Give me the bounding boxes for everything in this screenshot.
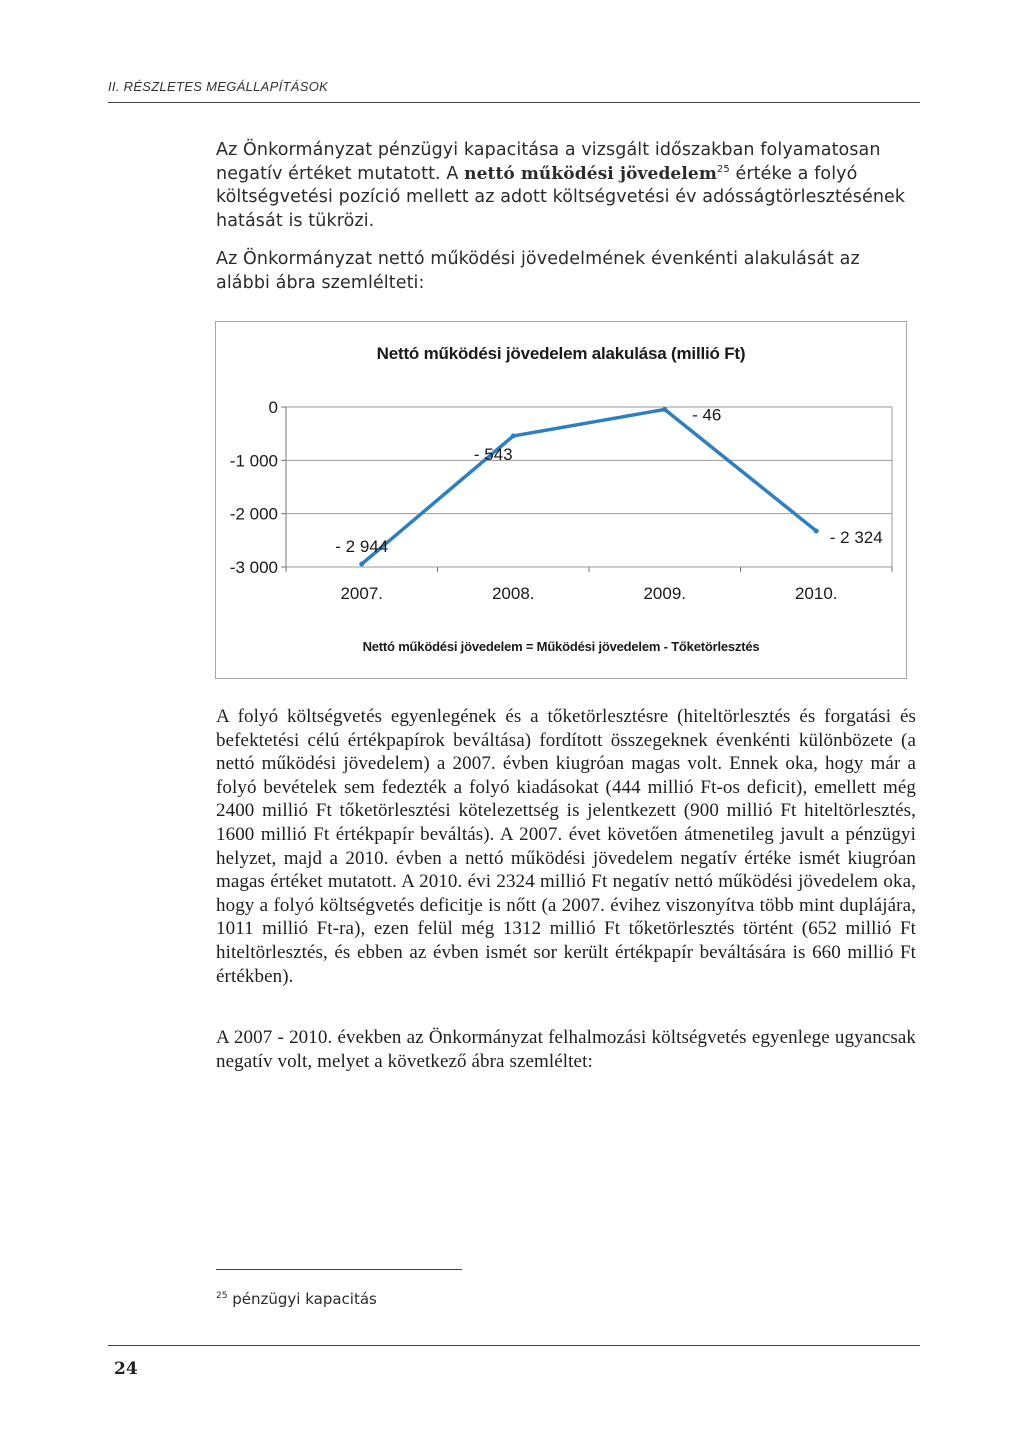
y-tick-label: -3 000 xyxy=(229,558,278,577)
paragraph-capital-budget: A 2007 - 2010. években az Önkormányzat felhalmozási költségvetés egyenlege ugyancsak negatív volt, melyet a következő ábra szemléltet: xyxy=(216,1027,916,1072)
x-tick-label: 2007. xyxy=(340,584,384,603)
x-tick-label: 2009. xyxy=(643,584,687,603)
chart-caption: Nettó működési jövedelem = Működési jövedelem - Tőketörlesztés xyxy=(362,639,760,654)
data-point xyxy=(662,407,667,412)
p1-text-a: Az Önkormányzat pénzügyi kapacitása a vizsgált időszakban folyamatosan negatív értéket mutatott. A xyxy=(216,140,881,184)
chart-title: Nettó működési jövedelem alakulása (millió Ft) xyxy=(376,344,746,363)
paragraph-analysis: A folyó költségvetés egyenlegének és a tőketörlesztésre (hiteltörlesztés és forgatási és befektetési célú értékpapírok beváltása) fordított összegeknek évenkénti különbözete (a nettó működési jövedelem) a 2007. évben kiugróan magas volt. Ennek oka, hogy már a folyó bevételek sem fedezték a folyó kiadásokat (444 millió Ft-os deficit), emellett még 2400 millió Ft tőketörlesztési kötelezettség is jelentkezett (900 millió Ft hiteltörlesztés, 1600 millió Ft értékpapír beváltás). A 2007. évet követően átmenetileg javult a pénzügyi helyzet, majd a 2010. évben a nettó működési jövedelem negatív értéke ismét kiugróan magas értéket mutatott. A 2010. évi 2324 millió Ft negatív nettó működési jövedelem oka, hogy a folyó költségvetés deficitje is nőtt (a 2007. évihez viszonyítva több mint duplájára, 1011 millió Ft-ra), ezen felül még 1312 millió Ft tőketörlesztés történt (652 millió Ft hiteltörlesztés, és ebben az évben ismét sor került értékpapír beváltására is 660 millió Ft értékben). xyxy=(216,706,916,987)
data-label: - 2 944 xyxy=(335,537,389,557)
line-chart xyxy=(216,322,906,678)
page-number: 24 xyxy=(114,1359,138,1379)
p1-text-b: értéke a folyó költségvetési pozíció mellett az adott költségvetési év adósságtörlesztésének hatását is tükrözi. xyxy=(216,163,906,231)
data-label: - 2 324 xyxy=(829,527,883,547)
data-label: - 543 xyxy=(473,444,513,464)
running-header: II. RÉSZLETES MEGÁLLAPÍTÁSOK xyxy=(108,79,329,94)
data-point xyxy=(359,562,364,567)
chart-container xyxy=(215,321,907,679)
paragraph-financial-capacity xyxy=(216,139,916,233)
x-tick-label: 2010. xyxy=(794,584,838,603)
footnote-number: 25 xyxy=(216,1291,228,1301)
y-tick-label: 0 xyxy=(268,398,278,417)
footer-rule xyxy=(108,1345,920,1346)
footnote-ref: 25 xyxy=(716,163,730,175)
series-line xyxy=(362,409,817,564)
p1-bold-term: nettó működési jövedelem xyxy=(464,163,717,184)
footnote-text: pénzügyi kapacitás xyxy=(232,1290,377,1308)
data-label: - 46 xyxy=(692,405,722,425)
paragraph-chart-intro: Az Önkormányzat nettó működési jövedelmének évenkénti alakulását az alábbi ábra szemlélteti: xyxy=(216,249,860,293)
header-rule xyxy=(108,102,920,103)
y-tick-label: -2 000 xyxy=(229,504,278,524)
data-point xyxy=(814,528,819,533)
footnote-rule xyxy=(216,1269,462,1270)
x-tick-label: 2008. xyxy=(491,584,535,603)
data-point xyxy=(511,433,516,438)
footnote xyxy=(216,1290,377,1308)
y-tick-label: -1 000 xyxy=(229,451,278,471)
